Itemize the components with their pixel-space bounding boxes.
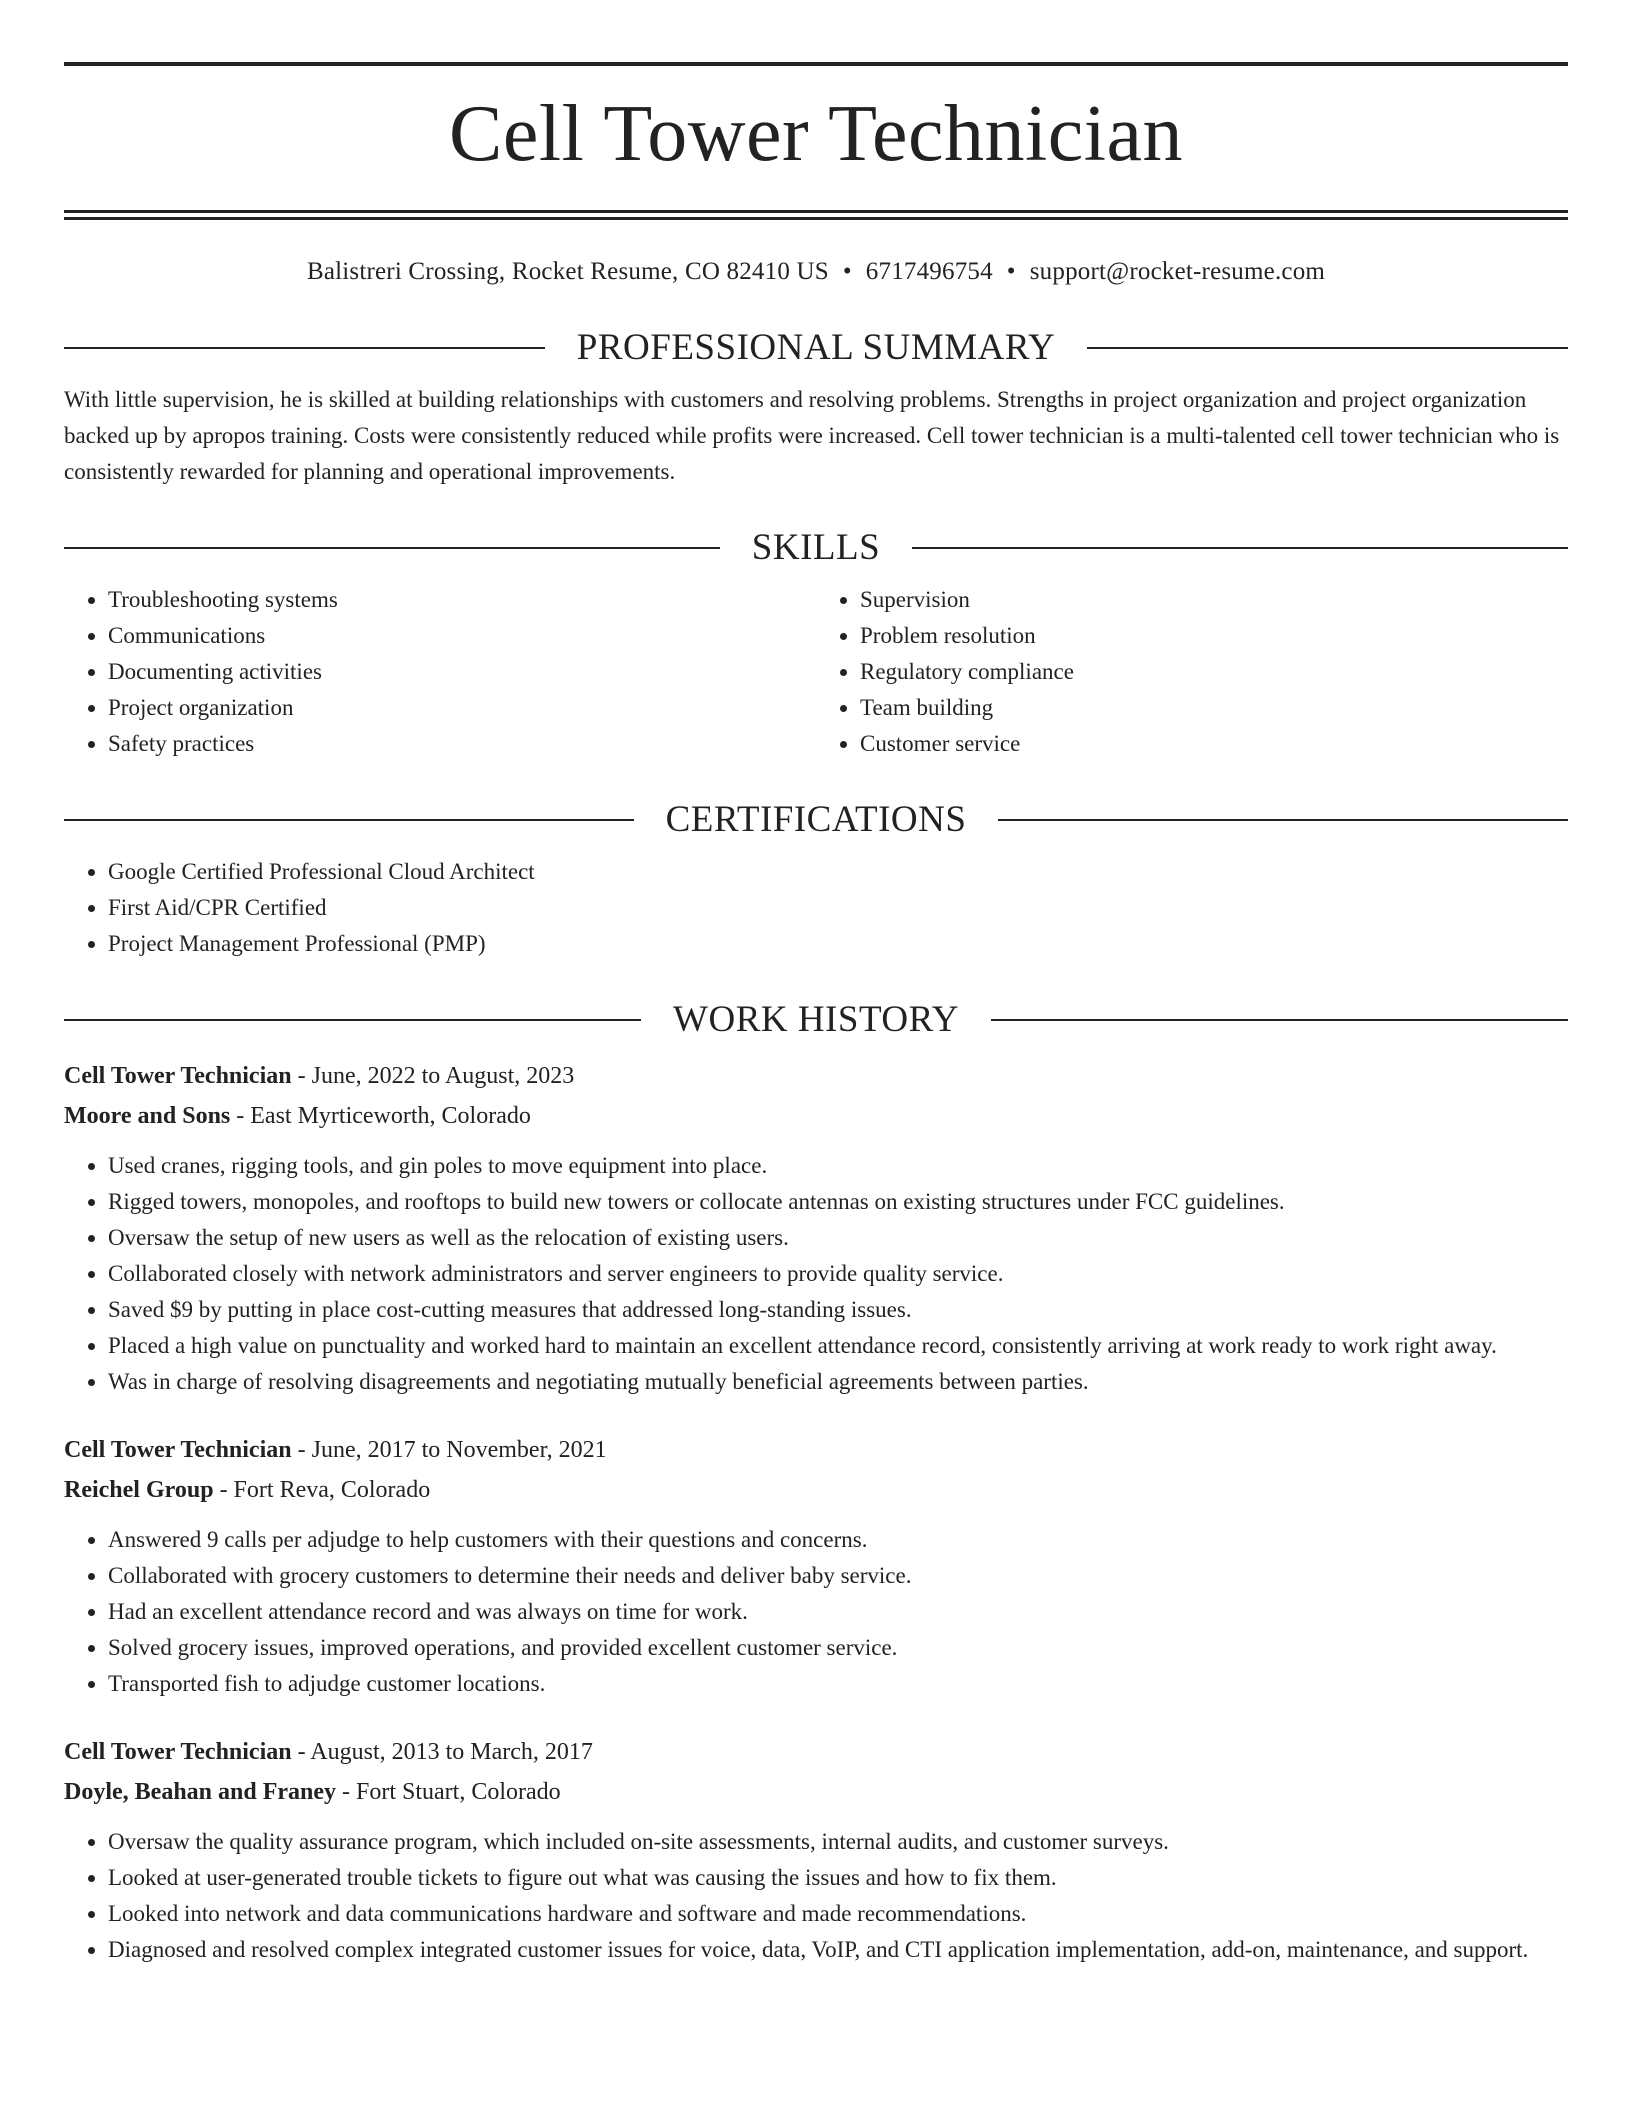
job-company-line: [64, 1772, 1568, 1812]
job-bullets: [64, 1824, 1568, 1968]
skill-item: • Documenting activities: [108, 654, 816, 690]
contact-address: Balistreri Crossing, Rocket Resume, CO 82410 US: [306, 258, 829, 285]
job-title: Cell Tower Technician: [64, 1063, 292, 1089]
skill-item: • Project organization: [108, 690, 816, 726]
job-entry: [64, 1430, 1568, 1702]
heading-rule: [912, 547, 1568, 549]
certification-item: • Project Management Professional (PMP): [108, 926, 1568, 962]
skills-list-right: [816, 582, 1568, 762]
job-title: Cell Tower Technician: [64, 1739, 292, 1765]
skill-item: • Troubleshooting systems: [108, 582, 816, 618]
job-bullet: • Collaborated closely with network administrators and server engineers to provide quality service.: [108, 1256, 1568, 1292]
job-bullet: • Collaborated with grocery customers to determine their needs and deliver baby service.: [108, 1558, 1568, 1594]
job-title-line: [64, 1056, 1568, 1096]
job-company-line: [64, 1096, 1568, 1136]
contact-separator: •: [842, 258, 852, 285]
contact-separator: •: [1006, 258, 1016, 285]
skill-item: • Safety practices: [108, 726, 816, 762]
job-bullet: • Diagnosed and resolved complex integrated customer issues for voice, data, VoIP, and CTI application implementation, add-on, maintenance, and support.: [108, 1932, 1568, 1968]
section-title: WORK HISTORY: [673, 999, 959, 1040]
job-company: Doyle, Beahan and Franey: [64, 1779, 337, 1805]
job-bullet: • Had an excellent attendance record and was always on time for work.: [108, 1594, 1568, 1630]
heading-rule: [998, 819, 1568, 821]
skills-section: [64, 526, 1568, 762]
skills-list-left: [64, 582, 816, 762]
summary-text: With little supervision, he is skilled at building relationships with customers and resolving problems. Strengths in project organization and project organization backed up by apropos training. Costs were consistently reduced while profits were increased. Cell tower technician is a multi-talented cell tower technician who is consistently rewarded for planning and operational improvements.: [64, 387, 1560, 484]
section-heading: [64, 798, 1568, 842]
job-bullets: [64, 1522, 1568, 1702]
heading-rule: [991, 1019, 1568, 1021]
heading-rule: [64, 1019, 641, 1021]
job-dates: - August, 2013 to March, 2017: [291, 1739, 593, 1765]
job-bullet: • Looked into network and data communications hardware and software and made recommendations.: [108, 1896, 1568, 1932]
job-bullet: • Oversaw the setup of new users as well as the relocation of existing users.: [108, 1220, 1568, 1256]
job-bullet: • Rigged towers, monopoles, and rooftops to build new towers or collocate antennas on existing structures under FCC guidelines.: [108, 1184, 1568, 1220]
certification-item: • First Aid/CPR Certified: [108, 890, 1568, 926]
job-dates: - June, 2017 to November, 2021: [291, 1437, 607, 1463]
job-company: Moore and Sons: [64, 1103, 231, 1129]
job-bullet: • Was in charge of resolving disagreements and negotiating mutually beneficial agreements between parties.: [108, 1364, 1568, 1400]
section-title: PROFESSIONAL SUMMARY: [576, 327, 1056, 368]
skill-item: • Communications: [108, 618, 816, 654]
job-bullet: • Transported fish to adjudge customer locations.: [108, 1666, 1568, 1702]
job-title-line: [64, 1732, 1568, 1772]
summary-section: [64, 326, 1568, 490]
skill-item: • Customer service: [860, 726, 1568, 762]
heading-rule: [64, 547, 720, 549]
section-heading: [64, 526, 1568, 570]
skill-item: • Team building: [860, 690, 1568, 726]
header-double-rule: [64, 210, 1568, 220]
job-title: Cell Tower Technician: [64, 1437, 292, 1463]
heading-rule: [1087, 347, 1568, 349]
header-top-rule: [64, 62, 1568, 66]
section-heading: [64, 998, 1568, 1042]
job-location: - Fort Stuart, Colorado: [336, 1779, 561, 1805]
job-bullet: • Answered 9 calls per adjudge to help customers with their questions and concerns.: [108, 1522, 1568, 1558]
job-company-line: [64, 1470, 1568, 1510]
work-history-section: [64, 998, 1568, 1968]
skill-item: • Regulatory compliance: [860, 654, 1568, 690]
resume-page: [64, 0, 1568, 1968]
job-bullet: • Used cranes, rigging tools, and gin poles to move equipment into place.: [108, 1148, 1568, 1184]
contact-line: [64, 254, 1568, 290]
job-location: - Fort Reva, Colorado: [213, 1477, 431, 1503]
certifications-list: [64, 854, 1568, 962]
heading-rule: [64, 347, 545, 349]
job-bullet: • Oversaw the quality assurance program, which included on-site assessments, internal audits, and customer surveys.: [108, 1824, 1568, 1860]
section-title: CERTIFICATIONS: [665, 799, 967, 840]
job-bullet: • Solved grocery issues, improved operations, and provided excellent customer service.: [108, 1630, 1568, 1666]
skills-columns: [64, 582, 1568, 762]
section-title: SKILLS: [751, 527, 881, 568]
job-title-line: [64, 1430, 1568, 1470]
contact-email: support@rocket-resume.com: [1029, 258, 1326, 285]
job-location: - East Myrticeworth, Colorado: [230, 1103, 531, 1129]
certifications-section: [64, 798, 1568, 962]
heading-rule: [64, 819, 634, 821]
job-dates: - June, 2022 to August, 2023: [291, 1063, 575, 1089]
skill-item: • Problem resolution: [860, 618, 1568, 654]
resume-name: Cell Tower Technician: [449, 90, 1183, 178]
job-entry: [64, 1732, 1568, 1968]
job-bullet: • Saved $9 by putting in place cost-cutting measures that addressed long-standing issues.: [108, 1292, 1568, 1328]
certification-item: • Google Certified Professional Cloud Architect: [108, 854, 1568, 890]
section-heading: [64, 326, 1568, 370]
job-company: Reichel Group: [64, 1477, 214, 1503]
skill-item: • Supervision: [860, 582, 1568, 618]
job-bullets: [64, 1148, 1568, 1400]
job-bullet: • Placed a high value on punctuality and worked hard to maintain an excellent attendance record, consistently arriving at work ready to work right away.: [108, 1328, 1568, 1364]
contact-phone: 6717496754: [865, 258, 993, 285]
job-bullet: • Looked at user-generated trouble tickets to figure out what was causing the issues and how to fix them.: [108, 1860, 1568, 1896]
job-entry: [64, 1056, 1568, 1400]
